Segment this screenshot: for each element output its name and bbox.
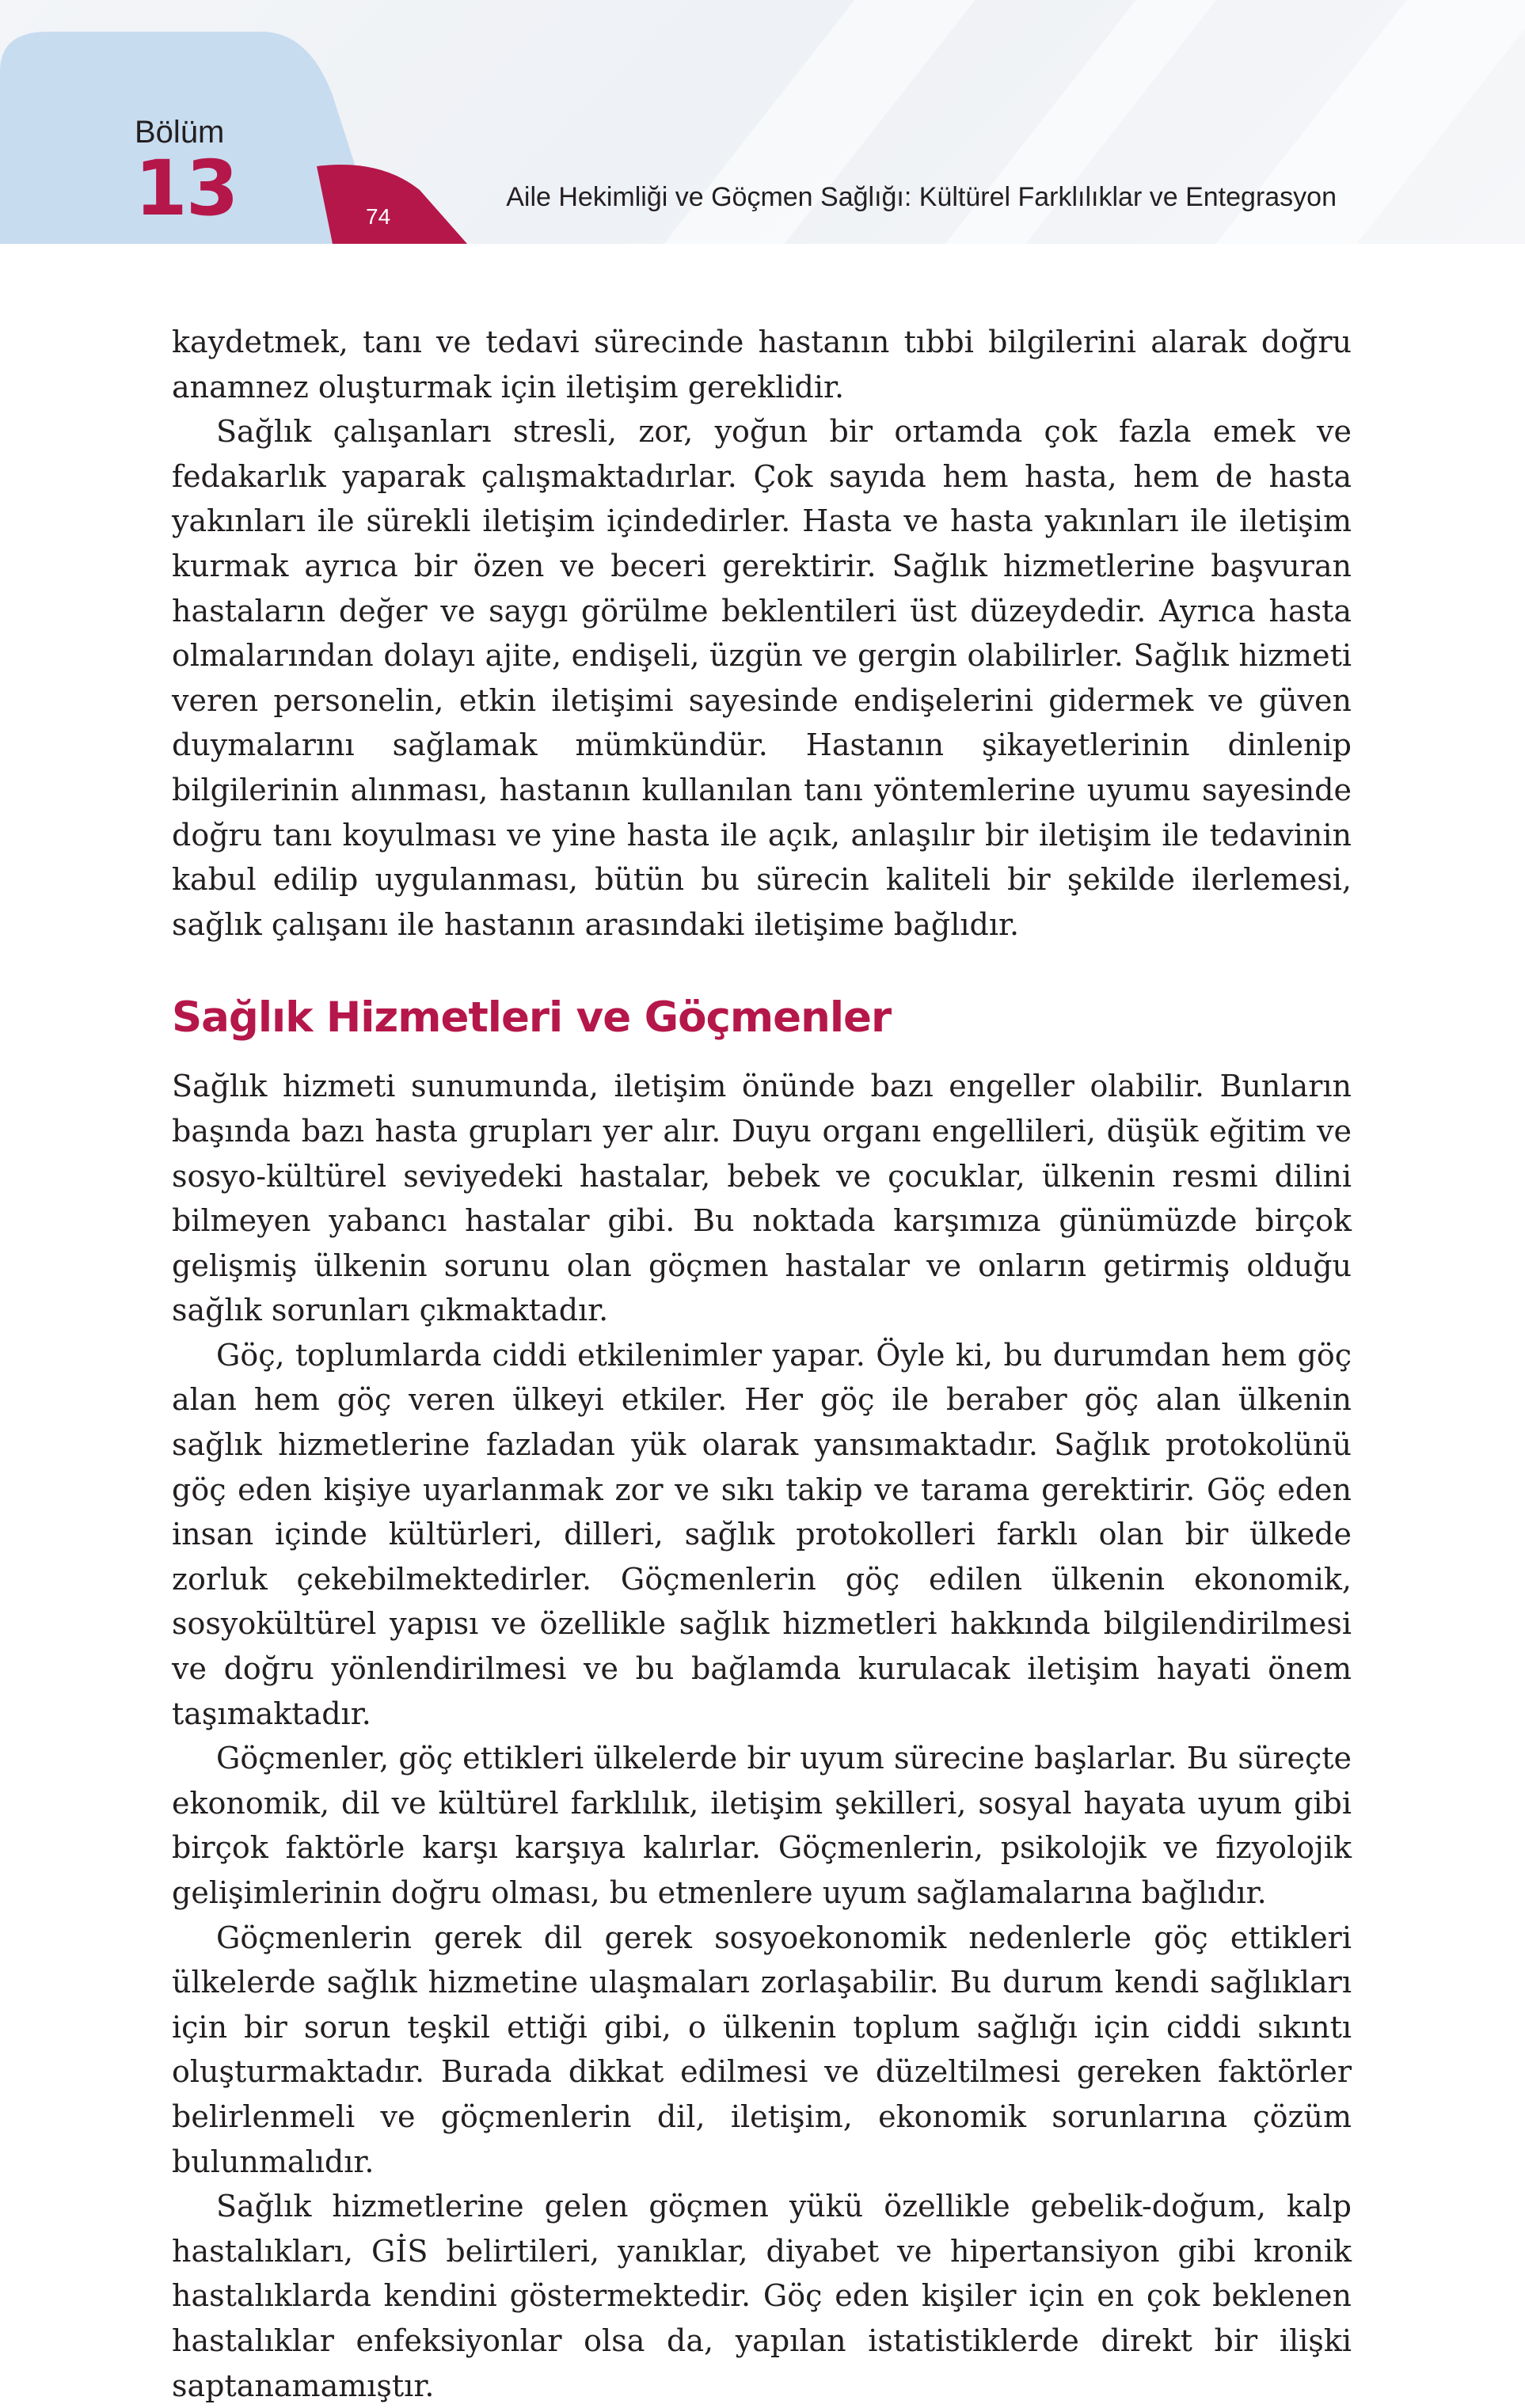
page-header [0, 0, 1525, 244]
page-number: 74 [366, 204, 391, 229]
chapter-number: 13 [135, 144, 238, 233]
paragraph: Göçmenlerin gerek dil gerek sosyoekonomik nedenlerle göç ettikleri ülkelerde sağlık hizmetine ulaşmaları zorlaşabilir. Bu durum kendi sağlıkları için bir sorun teşkil ettiği gibi, o ülkenin toplum sağlığı için ciddi sıkıntı oluşturmaktadır. Burada dikkat edilmesi ve düzeltilmesi gereken faktörler belirlenmeli ve göçmenlerin dil, iletişim, ekonomik sorunlarına çözüm bulunmalıdır. [172, 1920, 1352, 2179]
paragraph: Sağlık hizmetlerine gelen göçmen yükü özellikle gebelik-doğum, kalp hastalıkları, GİS belirtileri, yanıklar, diyabet ve hipertansiyon gibi kronik hastalıklarda kendini göstermektedir. Göç eden kişiler için en çok beklenen hastalıklar enfeksiyonlar olsa da, yapılan istatistiklerde direkt bir ilişki saptanamamıştır. [172, 2189, 1352, 2403]
paragraph: Sağlık çalışanları stresli, zor, yoğun bir ortamda çok fazla emek ve fedakarlık yaparak çalışmaktadırlar. Çok sayıda hem hasta, hem de hasta yakınları ile sürekli iletişim içindedirler. Hasta ve hasta yakınları ile iletişim kurmak ayrıca bir özen ve beceri gerektirir. Sağlık hizmetlerine başvuran hastaların değer ve saygı görülme beklentileri üst düzeydedir. Ayrıca hasta olmalarından dolayı ajite, endişeli, üzgün ve gergin olabilirler. Sağlık hizmeti veren personelin, etkin iletişimi sayesinde endişelerini gidermek ve güven duymalarını sağlamak mümkündür. Hastanın şikayetlerinin dinlenip bilgilerinin alınması, hastanın kullanılan tanı yöntemlerine uyumu sayesinde doğru tanı koyulması ve yine hasta ile açık, anlaşılır bir iletişim ile tedavinin kabul edilip uygulanması, bütün bu sürecin kaliteli bir şekilde ilerlemesi, sağlık çalışanı ile hastanın arasındaki iletişime bağlıdır. [172, 414, 1352, 942]
paragraph: Göçmenler, göç ettikleri ülkelerde bir uyum sürecine başlarlar. Bu süreçte ekonomik, dil ve kültürel farklılık, iletişim şekilleri, sosyal hayata uyum gibi birçok faktörle karşı karşıya kalırlar. Göçmenlerin, psikolojik ve fizyolojik gelişimlerinin doğru olması, bu etmenlere uyum sağlamalarına bağlıdır. [172, 1741, 1352, 1910]
running-title: Aile Hekimliği ve Göçmen Sağlığı: Kültürel Farklılıklar ve Entegrasyon [506, 182, 1337, 212]
section-heading: Sağlık Hizmetleri ve Göçmenler [172, 993, 892, 1043]
paragraph: Sağlık hizmeti sunumunda, iletişim önünde bazı engeller olabilir. Bunların başında bazı hasta grupları yer alır. Duyu organı engellileri, düşük eğitim ve sosyo-kültürel seviyedeki hastalar, bebek ve çocuklar, ülkenin resmi dilini bilmeyen yabancı hastalar gibi. Bu noktada karşımıza günümüzde birçok gelişmiş ülkenin sorunu olan göçmen hastalar ve onların getirmiş olduğu sağlık sorunları çıkmaktadır. [172, 1069, 1352, 1328]
paragraph: Göç, toplumlarda ciddi etkilenimler yapar. Öyle ki, bu durumdan hem göç alan hem göç veren ülkeyi etkiler. Her göç ile beraber göç alan ülkenin sağlık hizmetlerine fazladan yük olarak yansımaktadır. Sağlık protokolünü göç eden kişiye uyarlanmak zor ve sıkı takip ve tarama gerektirir. Göç eden insan içinde kültürleri, dilleri, sağlık protokolleri farklı olan bir ülkede zorluk çekebilmektedirler. Göçmenlerin göç edilen ülkenin ekonomik, sosyokültürel yapısı ve özellikle sağlık hizmetleri hakkında bilgilendirilmesi ve doğru yönlendirilmesi ve bu bağlamda kurulacak iletişim hayati önem taşımaktadır. [172, 1337, 1352, 1731]
chapter-tab-shape [0, 0, 475, 244]
chapter-label: Bölüm [135, 115, 225, 150]
paragraph: kaydetmek, tanı ve tedavi sürecinde hastanın tıbbi bilgilerini alarak doğru anamnez oluşturmak için iletişim gereklidir. [172, 325, 1352, 404]
page-content [172, 320, 1352, 2408]
